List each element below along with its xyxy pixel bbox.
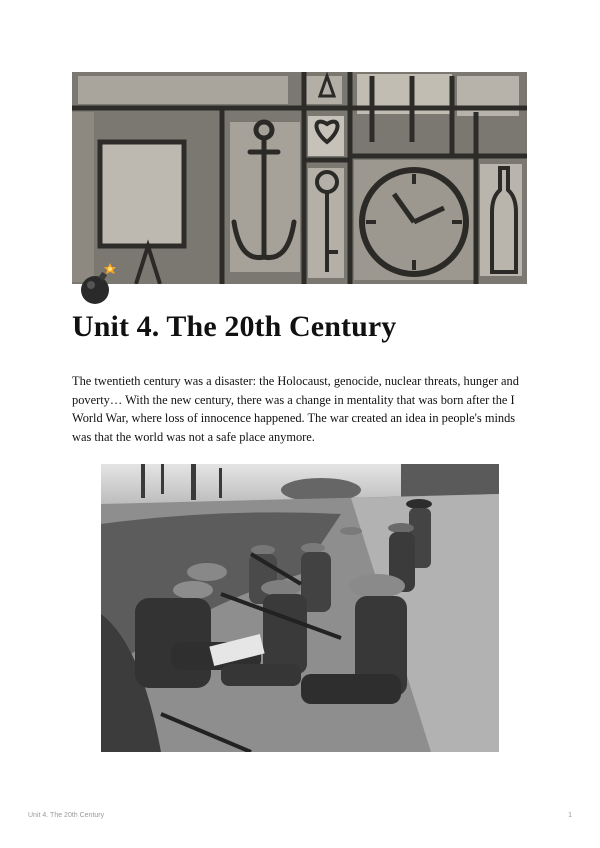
cover-painting-image xyxy=(72,72,527,284)
soldiers-trench-photo xyxy=(101,464,499,752)
footer-page-number: 1 xyxy=(568,812,572,819)
page-title: Unit 4. The 20th Century xyxy=(72,310,397,343)
intro-paragraph: The twentieth century was a disaster: the Holocaust, genocide, nuclear threats, hunger and poverty… With the new century, there was a change in mentality that was born after the I World War, where loss of innocence happened. The war created an idea in people's minds was that the world was not a safe place anymore. xyxy=(72,374,519,444)
bomb-icon xyxy=(80,262,116,306)
footer-document-title: Unit 4. The 20th Century xyxy=(28,812,105,819)
